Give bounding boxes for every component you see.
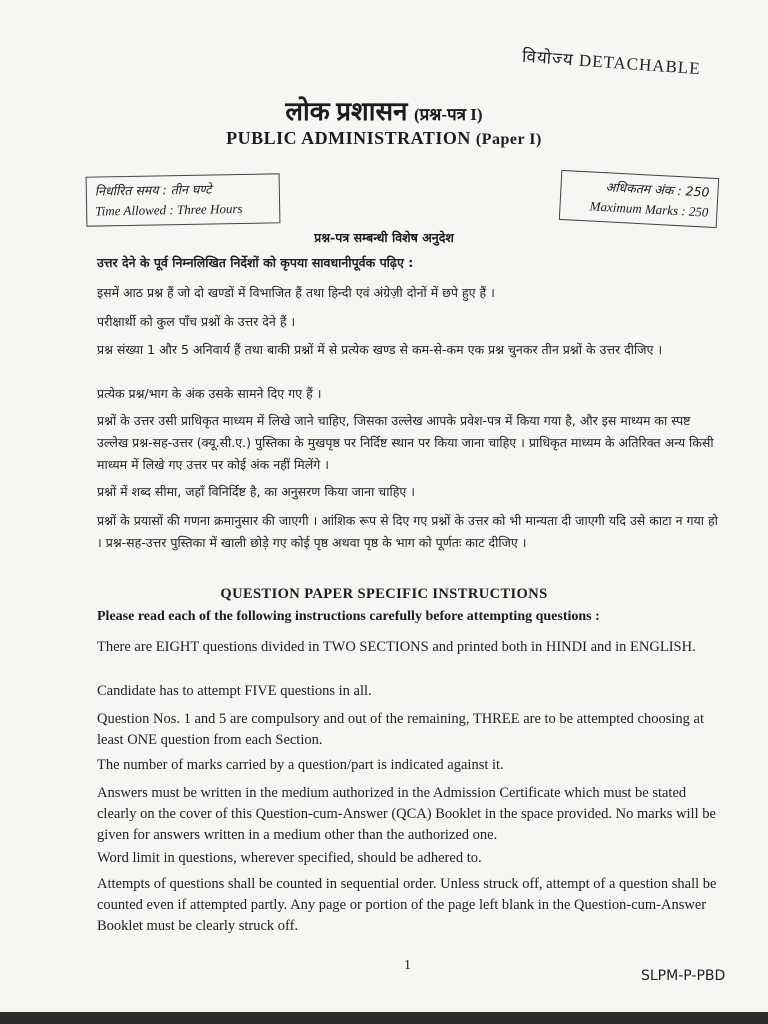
english-intro: Please read each of the following instructions carefully before attempting questions : (97, 609, 600, 624)
title-english (0, 128, 768, 149)
hindi-intro: उत्तर देने के पूर्व निम्नलिखित निर्देशों को कृपया सावधानीपूर्वक पढ़िए : (97, 255, 414, 270)
title-english-sub: (Paper I) (475, 131, 542, 148)
hindi-instruction-2: परीक्षार्थी को कुल पाँच प्रश्नों के उत्तर देने हैं । (97, 314, 296, 329)
detachable-label: वियोज्य DETACHABLE (521, 46, 702, 79)
marks-english: Maximum Marks : 250 (589, 198, 709, 220)
page-number: 1 (404, 958, 411, 973)
time-english: Time Allowed : Three Hours (95, 200, 243, 219)
hindi-instruction-1: इसमें आठ प्रश्न हैं जो दो खण्डों में विभाजित हैं तथा हिन्दी एवं अंग्रेज़ी दोनों में छपे हुए हैं । (97, 285, 495, 300)
hindi-instruction-4: प्रत्येक प्रश्न/भाग के अंक उसके सामने दिए गए हैं । (97, 386, 322, 401)
maximum-marks-box (559, 170, 719, 228)
english-instructions-heading: QUESTION PAPER SPECIFIC INSTRUCTIONS (220, 586, 548, 602)
time-allowed-box (86, 173, 281, 226)
english-instruction-6: Word limit in questions, wherever specified, should be adhered to. (97, 850, 482, 866)
hindi-instructions-heading: प्रश्न-पत्र सम्बन्धी विशेष अनुदेश (314, 230, 454, 245)
title-hindi (0, 92, 768, 128)
page-bottom-edge (0, 1012, 768, 1024)
title-hindi-main: लोक प्रशासन (285, 97, 408, 126)
time-hindi: निर्धारित समय : तीन घण्टे (94, 181, 212, 199)
english-instruction-7: Attempts of questions shall be counted in sequential order. Unless struck off, attempt of a question shall be counted even if attempted partly. Any page or portion of the page left blank in the Question-cum-Answer Booklet must be clearly struck off. (97, 876, 717, 934)
paper-code: SLPM-P-PBD (641, 968, 726, 984)
english-instruction-1: There are EIGHT questions divided in TWO SECTIONS and printed both in HINDI and in ENGLISH. (97, 639, 696, 655)
title-hindi-sub: (प्रश्न-पत्र I) (413, 105, 483, 124)
hindi-instruction-3: प्रश्न संख्या 1 और 5 अनिवार्य हैं तथा बाकी प्रश्नों में से प्रत्येक खण्ड से कम-से-कम एक प्रश्न चुनकर तीन प्रश्नों के उत्तर दीजिए । (97, 342, 663, 357)
marks-hindi: अधिकतम अंक : 250 (605, 179, 710, 200)
hindi-instruction-7: प्रश्नों के प्रयासों की गणना क्रमानुसार की जाएगी । आंशिक रूप से दिए गए प्रश्नों के उत्तर को भी मान्यता दी जाएगी यदि उसे काटा न गया हो । प्रश्न-सह-उत्तर पुस्तिका में खाली छोड़े गए कोई पृष्ठ अथवा पृष्ठ के भाग को पूर्णतः काट दीजिए । (97, 513, 718, 550)
title-english-main: PUBLIC ADMINISTRATION (226, 128, 471, 148)
english-instruction-3: Question Nos. 1 and 5 are compulsory and out of the remaining, THREE are to be attempted choosing at least ONE question from each Section. (97, 711, 704, 748)
english-instruction-4: The number of marks carried by a question/part is indicated against it. (97, 757, 504, 773)
english-instruction-5: Answers must be written in the medium authorized in the Admission Certificate which must be stated clearly on the cover of this Question-cum-Answer (QCA) Booklet in the space provided. No marks will be given for answers written in a medium other than the authorized one. (97, 785, 716, 843)
hindi-instruction-6: प्रश्नों में शब्द सीमा, जहाँ विनिर्दिष्ट है, का अनुसरण किया जाना चाहिए । (97, 484, 415, 499)
english-instruction-2: Candidate has to attempt FIVE questions in all. (97, 683, 372, 699)
hindi-instruction-5: प्रश्नों के उत्तर उसी प्राधिकृत माध्यम में लिखे जाने चाहिए, जिसका उल्लेख आपके प्रवेश-पत्र में किया गया है, और इस माध्यम का स्पष्ट उल्लेख प्रश्न-सह-उत्तर (क्यू.सी.ए.) पुस्तिका के मुखपृष्ठ पर निर्दिष्ट स्थान पर किया जाना चाहिए । प्राधिकृत माध्यम के अतिरिक्त अन्य किसी माध्यम में लिखे गए उत्तर पर कोई अंक नहीं मिलेंगे । (97, 413, 714, 472)
